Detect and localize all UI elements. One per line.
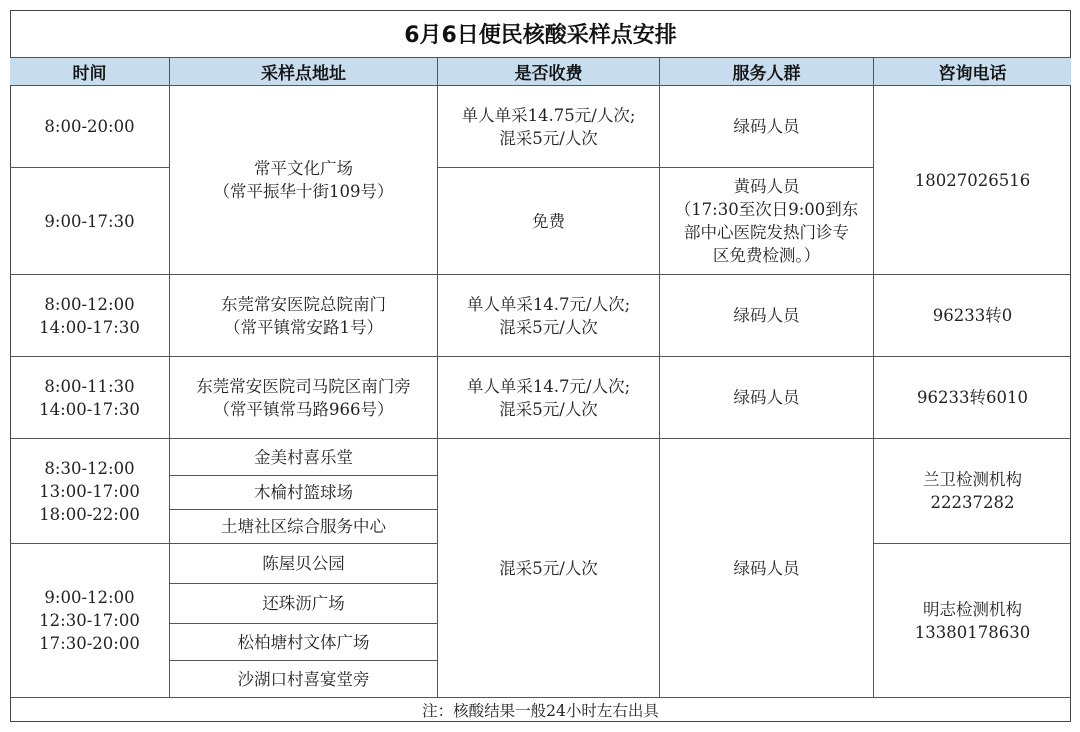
fee-cell: 单人单采14.7元/人次; 混采5元/人次: [438, 357, 660, 439]
address-cell: 常平文化广场 （常平振华十街109号）: [170, 86, 438, 275]
phone-cell: 明志检测机构 13380178630: [874, 544, 1071, 698]
phone-cell: 96233转0: [874, 275, 1071, 357]
header-service-group: 服务人群: [660, 58, 874, 86]
service-group-cell: 黄码人员 （17:30至次日9:00到东 部中心医院发热门诊专 区免费检测。）: [660, 168, 874, 275]
time-cell: 8:00-12:00 14:00-17:30: [10, 275, 170, 357]
phone-cell: 18027026516: [874, 86, 1071, 275]
fee-cell: 混采5元/人次: [438, 439, 660, 698]
address-cell: 还珠沥广场: [170, 584, 438, 624]
table-title: 6月6日便民核酸采样点安排: [10, 10, 1071, 58]
address-cell: 东莞常安医院总院南门 （常平镇常安路1号）: [170, 275, 438, 357]
address-cell: 土塘社区综合服务中心: [170, 510, 438, 544]
address-cell: 陈屋贝公园: [170, 544, 438, 584]
address-cell: 金美村喜乐堂: [170, 439, 438, 476]
fee-cell: 单人单采14.7元/人次; 混采5元/人次: [438, 275, 660, 357]
fee-cell: 单人单采14.75元/人次; 混采5元/人次: [438, 86, 660, 168]
service-group-cell: 绿码人员: [660, 357, 874, 439]
service-group-cell: 绿码人员: [660, 275, 874, 357]
time-cell: 9:00-12:00 12:30-17:00 17:30-20:00: [10, 544, 170, 698]
time-cell: 8:00-11:30 14:00-17:30: [10, 357, 170, 439]
address-cell: 沙湖口村喜宴堂旁: [170, 661, 438, 698]
address-cell: 东莞常安医院司马院区南门旁 （常平镇常马路966号）: [170, 357, 438, 439]
phone-cell: 兰卫检测机构 22237282: [874, 439, 1071, 544]
address-cell: 木棆村篮球场: [170, 476, 438, 510]
fee-cell: 免费: [438, 168, 660, 275]
header-address: 采样点地址: [170, 58, 438, 86]
service-group-cell: 绿码人员: [660, 86, 874, 168]
address-cell: 松柏塘村文体广场: [170, 624, 438, 661]
header-phone: 咨询电话: [874, 58, 1071, 86]
header-time: 时间: [10, 58, 170, 86]
time-cell: 8:00-20:00: [10, 86, 170, 168]
header-fee: 是否收费: [438, 58, 660, 86]
time-cell: 9:00-17:30: [10, 168, 170, 275]
time-cell: 8:30-12:00 13:00-17:00 18:00-22:00: [10, 439, 170, 544]
phone-cell: 96233转6010: [874, 357, 1071, 439]
service-group-cell: 绿码人员: [660, 439, 874, 698]
footnote: 注：核酸结果一般24小时左右出具: [422, 702, 659, 720]
